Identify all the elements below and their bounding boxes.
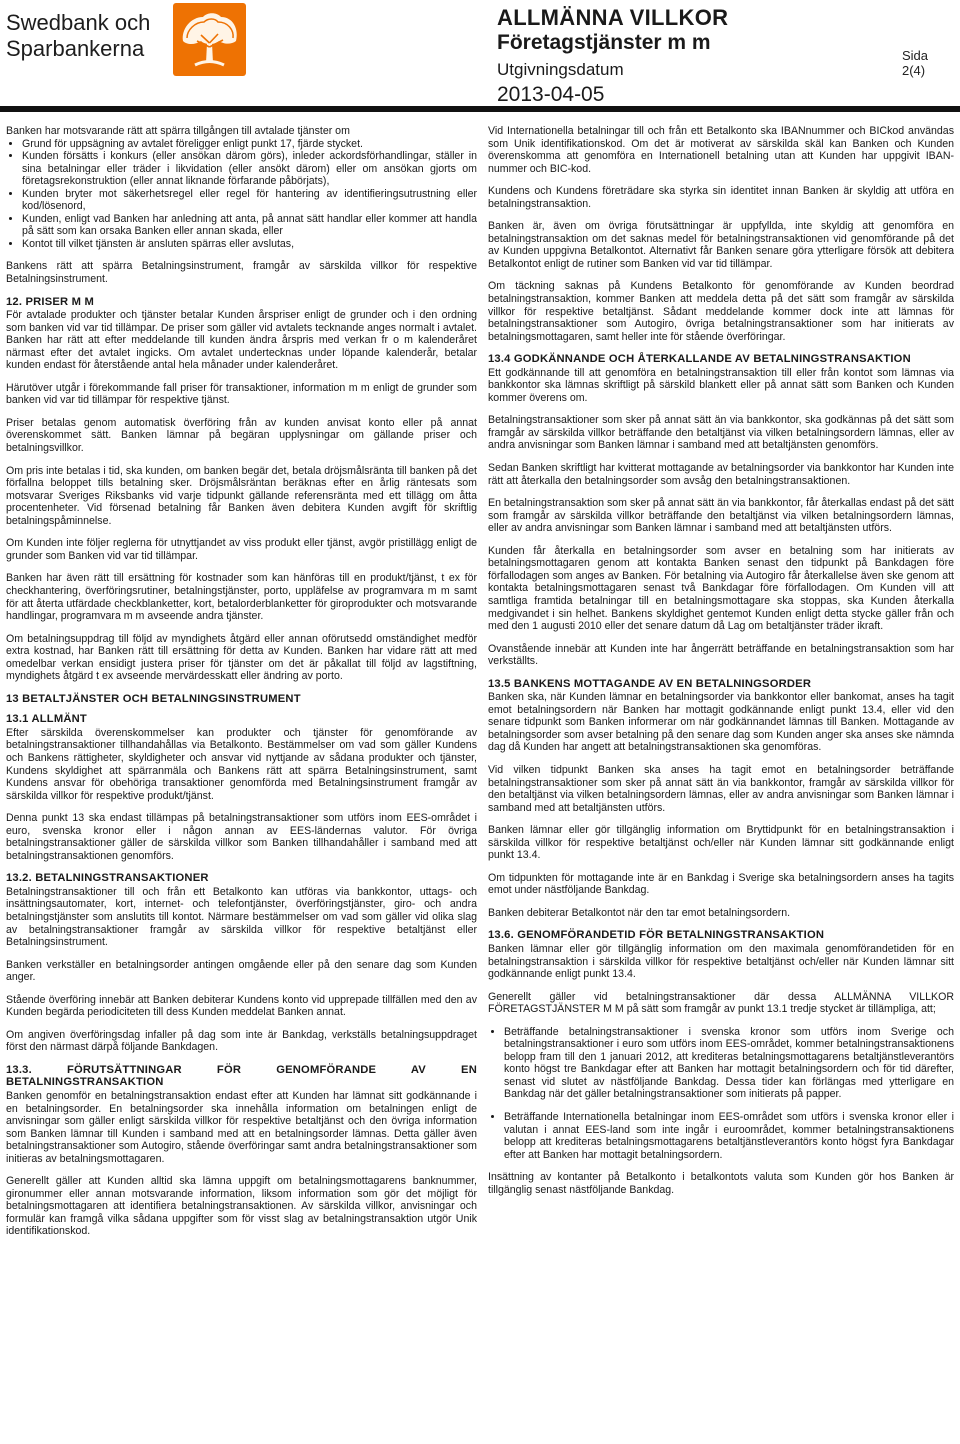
paragraph: Om tidpunkten för mottagande inte är en Bankdag i Sverige ska betalningsordern anses ha tagits emot under nästföljande Bankdag. [488,871,954,897]
paragraph: Om Kunden inte följer reglerna för utnyttjandet av viss produkt eller tjänst, avgör pristillägg enligt de grunder som Banken vid var tid tillämpar. [6,537,477,562]
paragraph: Efter särskilda överenskommelser kan produkter och tjänster för genomförande av betalningstransaktioner tillhandahållas via Betalkonto. Bestämmelser om vad som gäller Kundens och Bankens rättigheter, skyldigheter och ansvar vid nyttjande av sådana produkter och tjänster, Kundens skyldighet att spärranmäla och Bankens rätt att spärra Betalningsinstrument, samt Kundens ansvar för obehöriga transaktioner genomförda med Betalningsinstrument framgår av särskilda villkor för respektive produkt/tjänst. [6,726,477,802]
document-subtitle: Företagstjänster m m [497,31,711,54]
paragraph: Betalningstransaktioner som sker på annat sätt än via bankkontor, ska godkännas på det sätt som framgår av särskilda villkor beträffande den betaltjänst via vilken betalningsordern lämnas, eller av andra anvisningar som Banken lämnar i samband med att betaltjänsten genomförs. [488,414,954,452]
paragraph: Banken lämnar eller gör tillgänglig information om Bryttidpunkt för en betalningstransaktion i särskilda villkor för respektive betaltjänst och/eller när Kunden lämnar sitt godkännande enligt punkt 13.4. [488,824,954,862]
paragraph: Vid Internationella betalningar till och från ett Betalkonto ska IBANnummer och BICkod användas som Unik identifikationskod. Om det är motiverat av särskilda skäl kan Banken och Kunden överenskomma att genomföra en Internationell betalning utan att Kunden har uppgivit IBAN-nummer och BIC-kod. [488,125,954,175]
list-item: • Kunden, enligt vad Banken har anledning att anta, på annat sätt handlar eller kommer att handla på sätt som kan orsaka Banken eller annan skada, eller [22,213,477,238]
paragraph: Banken verkställer en betalningsorder antingen omgående eller på den senare dag som Kunden anger. [6,958,477,984]
paragraph: Insättning av kontanter på Betalkonto i betalkontots valuta som Kunden gör hos Banken är tillgänglig senast nästföljande Bankdag. [488,1171,954,1196]
list-item: • Grund för uppsägning av avtalet föreligger enligt punkt 17, fjärde stycket. [22,138,477,151]
section-heading-13-5: 13.5 BANKENS MOTTAGANDE AV EN BETALNINGSORDER [488,677,812,690]
paragraph: Om pris inte betalas i tid, ska kunden, om banken begär det, betala dröjsmålsränta till banken på det förfallna beloppet tills betalning sker. Dröjsmålsräntan beräknas efter en årlig räntesats som motsvarar Sveriges Riksbanks vid varje tidpunkt gällande referensränta med ett tillägg om åtta procentenheter. Vid försenad betalning får Banken även debitera Kunden avgift för skriftlig betalningspåminnelse. [6,464,477,527]
document-title: ALLMÄNNA VILLKOR [497,5,729,30]
paragraph: Banken ska, när Kunden lämnar en betalningsorder via bankkontor eller bankomat, anses ha tagit emot betalningsordern när Banken har mottagit godkännande enligt punkt 13.4, eller vid den senare tidpunkt som Banken informerar om när godkännandet lämnas till Banken. Mottagande av betalningsorder som avser betalning på den senare dag som Kunden anger ska anses ske nämnda dag då Kunden har angett att betalningstransaktionen ska genomföras. [488,691,954,754]
paragraph: Denna punkt 13 ska endast tillämpas på betalningstransaktioner som utförs inom EES-området i euro, svenska kronor eller i någon annan av EES-ländernas valutor. För övriga betalningstransaktioner gäller de särskilda villkor som Banken tillhandahåller i samband med att betalningstransaktionen genomförs. [6,812,477,862]
list-item: • Beträffande Internationella betalningar inom EES-området som utförs i svenska kronor eller i valutan i annat EES-land som inte ingår i euroområdet, kommer betalningstransaktionens belopp att krediteras betalningsmottagarens betaltjänstleverantörs konto högst fyra Bankdagar efter att Banken har mottagit betalningsordern. [504,1111,954,1161]
list-item: • Kontot till vilket tjänsten är ansluten spärras eller avslutas, [22,238,477,251]
paragraph: Vid vilken tidpunkt Banken ska anses ha tagit emot en betalningsorder beträffande betalningstransaktioner som sker på annat sätt än via bankkontor, framgår av särskilda villkor för den betaltjänst via vilken betalningsordern lämnas, eller av andra anvisningar som Banken lämnar i samband med att betaltjänsten utförs. [488,763,954,814]
brand-line-2: Sparbankerna [6,36,145,61]
list-item: • Kunden försätts i konkurs (eller ansökan därom görs), inleder ackordsförhandlingar, ställer in sina betalningar eller träder i likvidation (eller ansökt därom) eller om ansökan gjorts om företagsrekonstruktion (eller annat liknande förfarande påbörjats), [22,150,477,188]
paragraph: Banken är, även om övriga förutsättningar är uppfyllda, inte skyldig att genomföra en betalningstransaktion om det saknas medel för betalningstransaktionen vid genomförande på det av Kunden uppgivna Betalkontot. Alternativt får Banken senare göra ytterligare försök att debitera Betalkontot enligt de rutiner som Banken vid var tid tillämpar. [488,220,954,270]
paragraph: Banken genomför en betalningstransaktion endast efter att Kunden har lämnat sitt godkännande i en betalningsorder. En betalningsorder ska innehålla information om betalningen enligt de anvisningar som gäller enligt särskilda villkor för respektive betaltjänst och den övriga information som Banken lämnar till Kunden i samband med att en betalningsorder lämnas. Detta gäller även betalningstransaktioner som Autogiro, stående överföringar samt andra betalningstransaktioner som initieras av betalningsmottagaren. [6,1090,477,1165]
list-item: • Beträffande betalningstransaktioner i svenska kronor som utförs inom Sverige och betalningstransaktioner i euro som utförs inom EES-området, kommer betalningstransaktionens belopp fram till den 1 januari 2012, att krediteras betalningsmottagarens betaltjänstleverantörs konto högst tre Bankdagar efter att Banken har mottagit betalningsordern och för tid därefter, senast vid slutet av nästföljande Bankdag. Dessa tider kan förlängas med ytterligare en Bankdag när det gäller betalningstransaktioner som initierats på papper. [504,1026,954,1101]
paragraph: Sedan Banken skriftligt har kvitterat mottagande av betalningsorder via bankkontor har Kunden inte rätt att återkalla den betalningsorder som avsåg den betalningstransaktionen. [488,462,954,487]
page-number: 2(4) [902,63,926,78]
issue-date: 2013-04-05 [497,83,605,106]
page-label: Sida [902,48,929,63]
document-title-block [497,5,728,109]
section-heading-13-6: 13.6. GENOMFÖRANDETID FÖR BETALNINGSTRANSAKTION [488,929,825,942]
section-heading-12: 12. PRISER M M [6,295,94,308]
left-column [6,125,477,1248]
paragraph: Stående överföring innebär att Banken debiterar Kundens konto vid upprepade tillfällen med den av Kunden begärda periodiciteten till dess Kunden meddelat Banken annat. [6,993,477,1019]
paragraph: Bankens rätt att spärra Betalningsinstrument, framgår av särskilda villkor för respektive Betalningsinstrument. [6,260,477,286]
issue-date-label: Utgivningsdatum [497,60,624,79]
right-column [488,125,954,1206]
section-heading-13-4: 13.4 GODKÄNNANDE OCH ÅTERKALLANDE AV BETALNINGSTRANSAKTION [488,353,911,366]
list-item: • Kunden bryter mot säkerhetsregel eller regel för hantering av identifieringsutrustning eller kod/lösenord, [22,188,477,213]
paragraph: För avtalade produkter och tjänster betalar Kunden årspriser enligt de grunder och i den ordning som banken vid var tid tillämpar. De priser som gäller vid avtalets tecknande anges normalt i avtalet. Banken har rätt att efter meddelande till kunden ändra årspris med verkan fr o m kalenderåret närmast efter det avtalet ingicks. Om avtalet undertecknas under löpande kalenderår, betalar kunden endast för återstående antal hela månader under kalenderåret. [6,309,477,372]
section-heading-13-3: 13.3. FÖRUTSÄTTNINGAR FÖR GENOMFÖRANDE AV EN BETALNINGSTRANSAKTION [6,1063,477,1089]
paragraph: Priser betalas genom automatisk överföring från av kunden anvisat konto eller på annat överenskommet sätt. Banken lämnar på begäran upplysningar om gällande priser och betalningsvillkor. [6,416,477,455]
paragraph: Härutöver utgår i förekommande fall priser för transaktioner, information m m enligt de grunder som banken vid var tid tillämpar för respektive tjänst. [6,381,477,407]
paragraph: Kunden får återkalla en betalningsorder som avser en betalning som har initierats av betalningsmottagaren genom att kontakta Banken senast den tidpunkt på Bankdagen före förfallodagen som anges av Banken. För betalning via Autogiro får återkallelse även ske genom att kontakta betalningsmottagaren senast två Bankdagar före förfallodagen. Om Kunden vill att samtliga framtida betalningar till en betalningsmottagare ska stoppas, ska Kunden återkalla medgivandet i sin helhet. Bankens skyldighet gentemot Kunden enligt detta stycke gäller från och med den 1 augusti 2010 eller det senare datum då Lag om betaltjänster träder ikraft. [488,544,954,633]
paragraph: Om täckning saknas på Kundens Betalkonto för genomförande av Kunden beordrad betalningstransaktion, kommer Banken att meddela detta på det sätt som framgår av särskilda villkor för respektive betaltjänst. Sådant meddelande kommer dock inte att lämnas för betalningstransaktioner som Autogiro, övriga betalningstransaktioner som har initierats av betalningsmottagaren, samt heller inte för stående överföringar. [488,280,954,343]
paragraph: Banken debiterar Betalkontot när den tar emot betalningsordern. [488,906,791,919]
page-indicator [902,48,928,78]
paragraph: Banken har även rätt till ersättning för kostnader som kan hänföras till en produkt/tjänst, t ex för checkhantering, överföringsrutiner, betalningstjänster, porto, uppläfelse av programvara m m samt för att återta utfärdade checkblanketter, kort, betalorderblanketter för giroprodukter och motsvarande handlingar, programvara m m avseende andra tjänster. [6,572,477,623]
paragraph: Generellt gäller att Kunden alltid ska lämna uppgift om betalningsmottagarens banknummer, gironummer eller annan motsvarande information, liksom information som gör det möjligt för betalningsmottagaren att identifiera betalningstransaktionen. Av särskilda villkor, anvisningar och formulär kan framgå vilka sådana uppgifter som för visst slag av betalningstransaktion utgör Unik identifikationskod. [6,1175,477,1238]
header-rule [0,106,960,112]
brand-name [6,10,150,62]
paragraph: En betalningstransaktion som sker på annat sätt än via bankkontor, får återkallas endast på det sätt som framgår av särskilda villkor beträffande den betaltjänst via vilken betalningsordern lämnas, eller av andra anvisningar som Banken lämnar i samband med att betaltjänsten utförs. [488,497,954,535]
paragraph: Kundens och Kundens företrädare ska styrka sin identitet innan Banken är skyldig att utföra en betalningstransaktion. [488,185,954,210]
paragraph: Om angiven överföringsdag infaller på dag som inte är Bankdag, verkställs betalningsuppdraget först den närmast därpå följande Bankdagen. [6,1028,477,1054]
execution-time-list [488,1026,954,1161]
paragraph: Banken har motsvarande rätt att spärra tillgången till avtalade tjänster om [6,125,350,137]
blocking-conditions-list [6,138,477,251]
paragraph: Generellt gäller vid betalningstransaktioner där dessa ALLMÄNNA VILLKOR FÖRETAGSTJÄNSTER M M på sätt som framgår av punkt 13.1 tredje stycket är tillämpliga, att; [488,990,954,1016]
section-heading-13-2: 13.2. BETALNINGSTRANSAKTIONER [6,872,209,885]
paragraph: Banken lämnar eller gör tillgänglig information om den maximala genomförandetiden för en betalningstransaktion i särskilda villkor för respektive betaltjänst och/eller när Kunden lämnar sitt godkännande enligt punkt 13.4. [488,942,954,981]
brand-line-1: Swedbank och [6,10,151,35]
paragraph: Betalningstransaktioner till och från ett Betalkonto kan utföras via bankkontor, uttags- och insättningsautomater, kort, internet- och telefontjänster, överföringstjänster, giro- och andra betalningstjänster som anslutits till kontot. Närmare bestämmelser om vad som gäller vid olika slag av betalningstransaktioner framgår av särskilda villkor för respektive betaltjänst eller Betalningsinstrument. [6,885,477,949]
paragraph: Ovanstående innebär att Kunden inte har ångerrätt beträffande en betalningstransaktion som har verkställts. [488,642,954,668]
section-heading-13: 13 BETALTJÄNSTER OCH BETALNINGSINSTRUMENT [6,692,301,705]
section-heading-13-1: 13.1 ALLMÄNT [6,713,87,726]
paragraph: Om betalningsuppdrag till följd av myndighets åtgärd eller annan oförutsedd omständighet medför extra kostnad, har Banken rätt till ersättning för detta av Kunden. Banken har vidare rätt att med omedelbar verkan ensidigt justera priser för tjänster om det är påkallat till följd av lagstiftning, myndighets åtgärd t ex avseende mervärdesskatt eller ändring av porto. [6,632,477,683]
paragraph: Ett godkännande till att genomföra en betalningstransaktion till eller från kontot som lämnas via bankkontor ska lämnas skriftligt på särskild blankett eller på annat sätt som Banken och Kunden kommer överens om. [488,366,954,404]
page-header [0,0,960,110]
oak-tree-logo-icon [173,3,246,76]
